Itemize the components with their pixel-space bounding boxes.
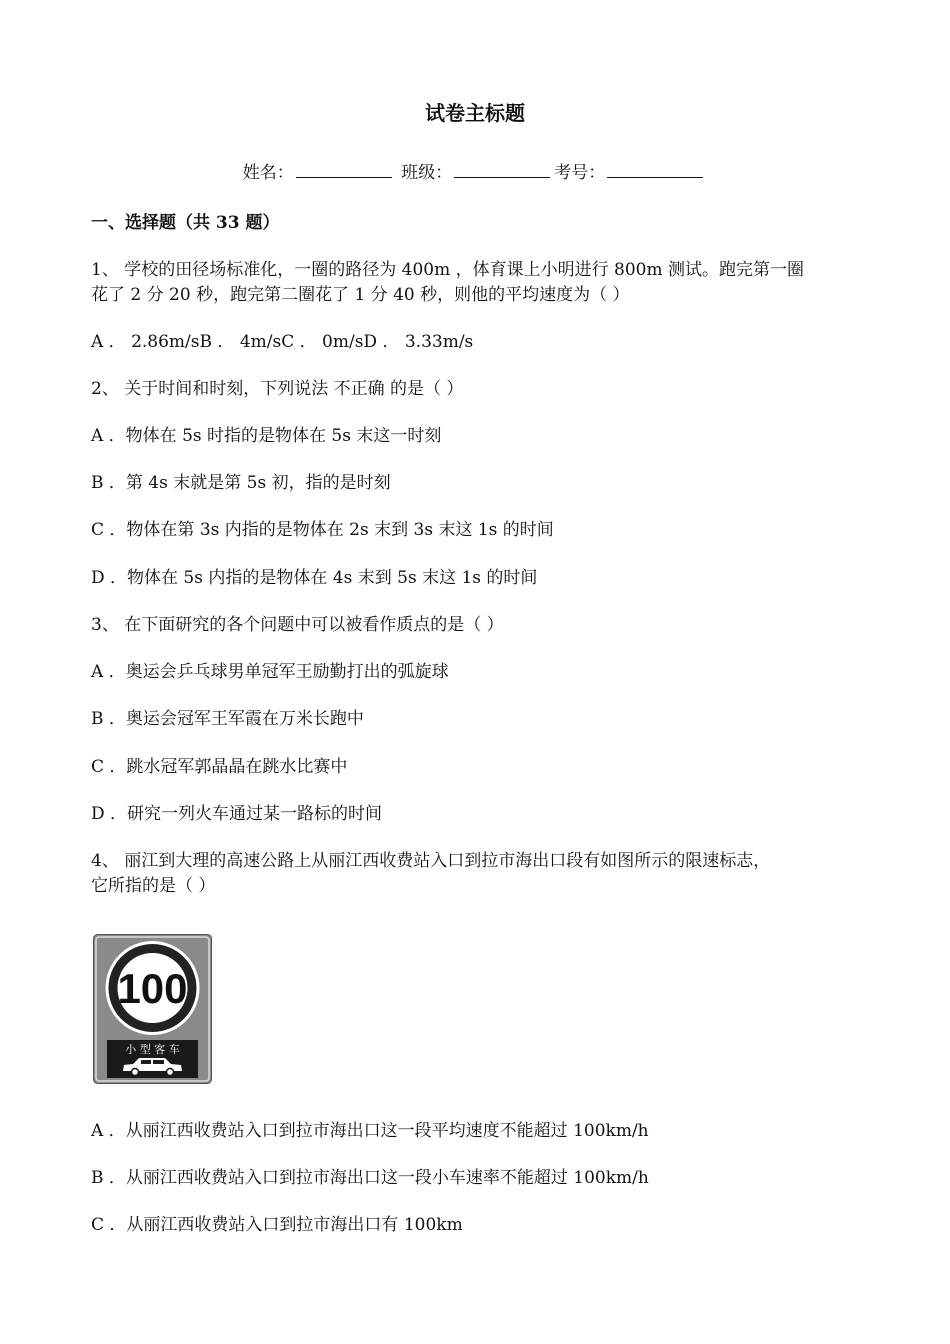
q3-option-d: D ．研究一列火车通过某一路标的时间 xyxy=(91,804,383,824)
q3-stem: 3、 在下面研究的各个问题中可以被看作质点的是（ ） xyxy=(91,615,504,635)
q4-stem-line-2: 它所指的是（ ） xyxy=(91,876,216,896)
page-title: 试卷主标题 xyxy=(425,101,525,125)
q2-option-b: B ．第 4s 末就是第 5s 初，指的是时刻 xyxy=(91,473,391,493)
q3-option-b: B ．奥运会冠军王军霞在万米长跑中 xyxy=(91,709,364,729)
q2-option-d: D ．物体在 5s 内指的是物体在 4s 末到 5s 末这 1s 的时间 xyxy=(91,568,538,588)
q4-option-b: B ．从丽江西收费站入口到拉市海出口这一段小车速率不能超过 100km/h xyxy=(91,1168,649,1188)
class-label: 班级： xyxy=(401,163,453,183)
q1-option-a: A ． 2.86m/s xyxy=(91,332,200,352)
q2-option-a: A ．物体在 5s 时指的是物体在 5s 末这一时刻 xyxy=(91,426,442,446)
class-blank xyxy=(454,160,550,178)
q3-option-c: C ．跳水冠军郭晶晶在跳水比赛中 xyxy=(91,757,348,777)
sign-speed-number: 100 xyxy=(117,965,188,1012)
id-label: 考号： xyxy=(554,163,606,183)
q1-stem-line-1: 1、 学校的田径场标准化，一圈的路径为 400m ，体育课上小明进行 800m 测试。跑完第一圈 xyxy=(91,260,804,280)
q1-stem-line-2: 花了 2 分 20 秒，跑完第二圈花了 1 分 40 秒，则他的平均速度为（ ） xyxy=(91,285,630,305)
name-blank xyxy=(296,160,392,178)
q4-option-c: C ．从丽江西收费站入口到拉市海出口有 100km xyxy=(91,1215,463,1235)
q3-option-a: A ．奥运会乒乓球男单冠军王励勤打出的弧旋球 xyxy=(91,662,449,682)
q1-options xyxy=(91,330,473,354)
q4-stem-line-1: 4、 丽江到大理的高速公路上从丽江西收费站入口到拉市海出口段有如图所示的限速标志， xyxy=(91,851,771,871)
q1-option-b: B ． 4m/s xyxy=(199,332,282,352)
q1-option-d: D ． 3.33m/s xyxy=(363,332,474,352)
q2-stem: 2、 关于时间和时刻，下列说法 不正确 的是（ ） xyxy=(91,379,464,399)
student-info-line xyxy=(0,160,950,185)
q4-option-a: A ．从丽江西收费站入口到拉市海出口这一段平均速度不能超过 100km/h xyxy=(91,1121,649,1141)
q1-option-c: C ． 0m/s xyxy=(281,332,364,352)
name-label: 姓名： xyxy=(242,163,294,183)
q2-option-c: C ．物体在第 3s 内指的是物体在 2s 末到 3s 末这 1s 的时间 xyxy=(91,520,554,540)
section-heading: 一、选择题（共 33 题） xyxy=(91,213,280,233)
speed-limit-sign-image xyxy=(93,934,212,1084)
id-blank xyxy=(607,160,703,178)
sign-caption: 小 型 客 车 xyxy=(125,1043,180,1056)
